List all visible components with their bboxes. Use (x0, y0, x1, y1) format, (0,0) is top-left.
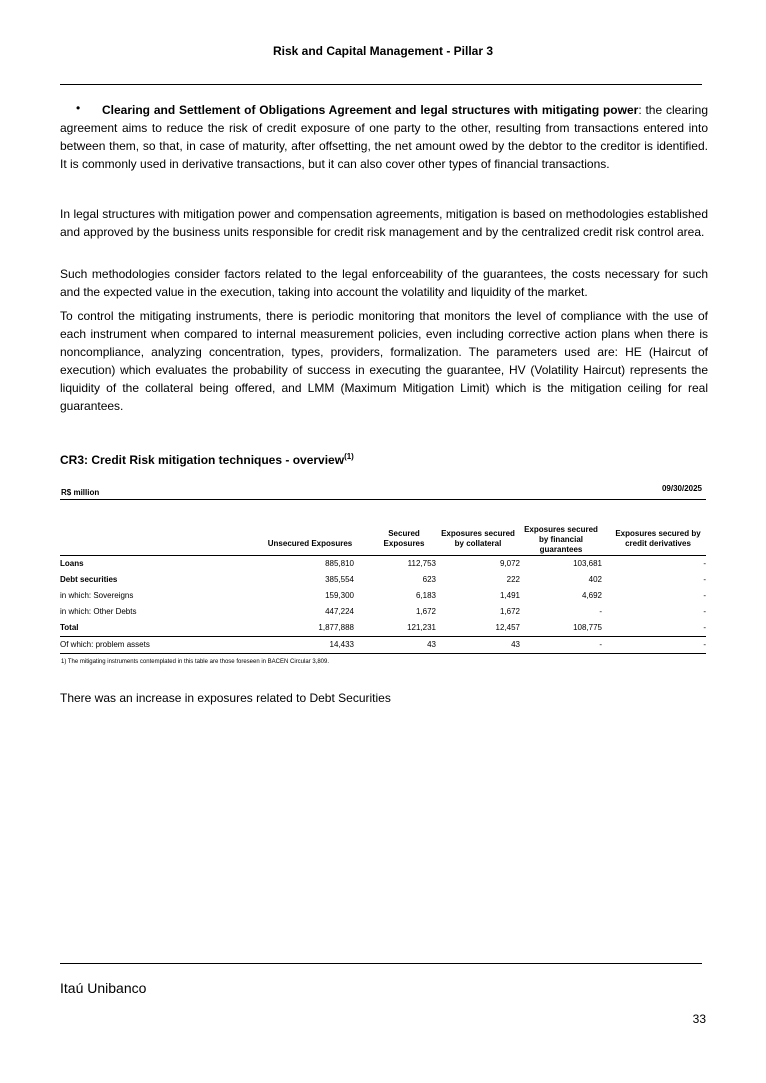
table-top-rule (60, 499, 706, 500)
table-cell: 103,681 (573, 559, 602, 568)
row-label: in which: Other Debts (60, 607, 137, 616)
table-footnote: 1) The mitigating instruments contemplated in this table are those foreseen in BACEN Circular 3,809. (61, 659, 330, 665)
conclusion-text: There was an increase in exposures related to Debt Securities (60, 691, 391, 705)
table-cell: 43 (354, 636, 436, 653)
column-header: Secured Exposures (383, 528, 425, 548)
footer-company: Itaú Unibanco (60, 980, 147, 996)
table-cell: 1,491 (499, 591, 520, 600)
table-cell: 1,672 (415, 607, 436, 616)
header-divider (60, 84, 702, 85)
column-header: Unsecured Exposures (267, 538, 353, 548)
column-header: Exposures secured by credit derivatives (615, 528, 701, 548)
table-cell: - (703, 559, 706, 568)
paragraph-methodologies: Such methodologies consider factors related to the legal enforceability of the guarantees, the costs necessary for such and the expected value in the execution, taking into account the volatility and liquidity of the market. (60, 267, 708, 299)
column-header: Exposures secured by financial guarantees (524, 524, 598, 554)
table-cell: 12,457 (436, 620, 520, 637)
table-cell: 112,753 (407, 559, 436, 568)
table-cell: 108,775 (520, 620, 602, 637)
paragraph-legal-structures: In legal structures with mitigation power and compensation agreements, mitigation is based on methodologies established and approved by the business units responsible for credit risk management and by the centralized credit risk control area. (60, 207, 708, 239)
table-cell: 43 (436, 636, 520, 653)
table-cell: 885,810 (325, 559, 354, 568)
table-header-empty (60, 505, 238, 555)
table-cell: 159,300 (325, 591, 354, 600)
table-row (60, 572, 706, 588)
table-cell: - (602, 620, 706, 637)
table-cell: 1,877,888 (238, 620, 354, 637)
page-number: 33 (692, 1012, 706, 1026)
bullet-icon: • (76, 101, 81, 115)
paragraph-clearing (60, 101, 708, 173)
table-cell: - (703, 591, 706, 600)
cr3-table (60, 505, 706, 654)
table-cell: 623 (422, 575, 436, 584)
row-label: Total (60, 620, 238, 637)
table-row (60, 588, 706, 604)
table-row (60, 555, 706, 572)
table-cell: - (703, 575, 706, 584)
table-title-footnote-ref: (1) (344, 452, 354, 461)
table-cell: 222 (506, 575, 520, 584)
row-label: in which: Sovereigns (60, 591, 134, 600)
row-label: Debt securities (60, 575, 118, 584)
table-cell: 4,692 (581, 591, 602, 600)
table-row (60, 604, 706, 620)
table-cell: 14,433 (238, 636, 354, 653)
table-cell: 121,231 (354, 620, 436, 637)
paragraph-monitoring: To control the mitigating instruments, there is periodic monitoring that monitors the level of compliance with the use of each instrument when compared to internal measurement policies, even including corrective action plans when there is noncompliance, analyzing concentration, types, providers, formalization. The parameters used are: HE (Haircut of execution) which evaluates the probability of success in executing the guarantee, HV (Volatility Haircut) represents the liquidity of the collateral being offered, and LMM (Maximum Mitigation Limit) which is the mitigation ceiling for real guarantees. (60, 309, 708, 413)
paragraph-clearing-body: : the clearing agreement aims to reduce the risk of credit exposure of one party to the other, resulting from transactions entered into between them, so that, in case of maturity, after offsetting, the net amount owed by the debtor to the creditor is identified. It is commonly used in derivative transactions, but it can also cover other types of financial transactions. (60, 103, 708, 171)
paragraph-clearing-heading: Clearing and Settlement of Obligations Agreement and legal structures with mitigating power (102, 103, 639, 117)
row-label: Loans (60, 559, 84, 568)
table-cell: 6,183 (415, 591, 436, 600)
table-title (60, 452, 354, 467)
row-label: Of which: problem assets (60, 636, 238, 653)
footer-divider (60, 963, 702, 964)
table-unit: R$ million (61, 488, 100, 497)
table-header-row (60, 505, 706, 555)
table-row (60, 636, 706, 653)
table-title-text: CR3: Credit Risk mitigation techniques - overview (60, 453, 345, 467)
table-cell: 447,224 (325, 607, 354, 616)
page-header-title: Risk and Capital Management - Pillar 3 (272, 44, 494, 58)
table-cell: - (602, 636, 706, 653)
column-header: Exposures secured by collateral (441, 528, 515, 548)
table-cell: 9,072 (499, 559, 520, 568)
table-cell: - (520, 636, 602, 653)
table-row-total (60, 620, 706, 637)
table-cell: - (703, 607, 706, 616)
table-cell: - (599, 607, 602, 616)
table-cell: 402 (588, 575, 602, 584)
table-date: 09/30/2025 (661, 484, 702, 493)
table-cell: 1,672 (499, 607, 520, 616)
table-cell: 385,554 (325, 575, 354, 584)
